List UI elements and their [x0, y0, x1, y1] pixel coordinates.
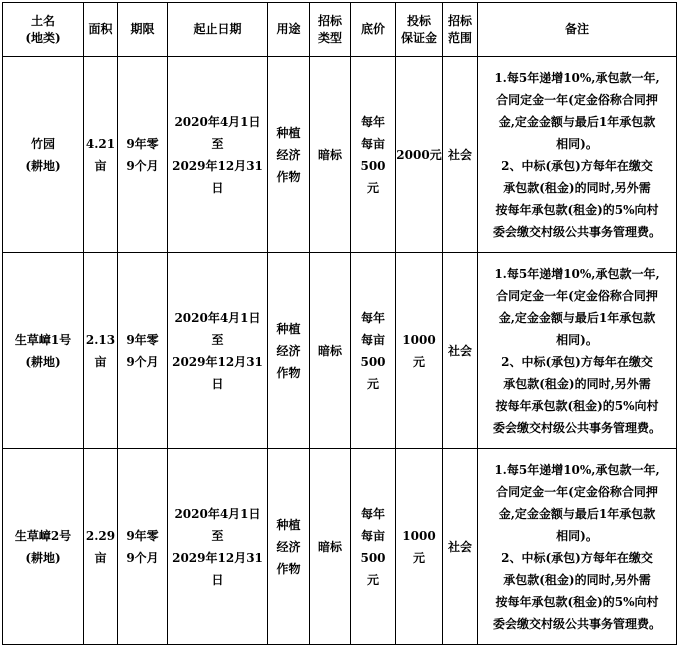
header-deposit: 投标 保证金 — [396, 3, 443, 57]
table-row — [3, 449, 677, 645]
cell-base-price: 每年 每亩 500 元 — [351, 253, 396, 449]
cell-name: 竹园 (耕地) — [3, 57, 84, 253]
cell-dates: 2020年4月1日 至 2029年12月31日 — [168, 57, 268, 253]
cell-term: 9年零 9个月 — [118, 57, 168, 253]
cell-scope: 社会 — [443, 253, 478, 449]
land-tender-table — [2, 2, 677, 645]
cell-area: 2.13 亩 — [84, 253, 118, 449]
header-area: 面积 — [84, 3, 118, 57]
cell-dates: 2020年4月1日 至 2029年12月31日 — [168, 253, 268, 449]
cell-term: 9年零 9个月 — [118, 449, 168, 645]
cell-bid-type: 暗标 — [310, 57, 351, 253]
header-bid-type: 招标 类型 — [310, 3, 351, 57]
cell-use: 种植 经济 作物 — [268, 449, 310, 645]
table-row — [3, 57, 677, 253]
header-remarks: 备注 — [478, 3, 677, 57]
cell-use: 种植 经济 作物 — [268, 57, 310, 253]
cell-deposit: 1000 元 — [396, 253, 443, 449]
cell-remarks: 1.每5年递增10%,承包款一年, 合同定金一年(定金俗称合同押 金,定金金额与最后1年承包款 相同)。 2、中标(承包)方每年在缴交 承包款(租金)的同时,另外需 按每年承包款(租金)的5%向村 委会缴交村级公共事务管理费。 — [478, 449, 677, 645]
cell-name: 生草嶂2号 (耕地) — [3, 449, 84, 645]
header-base-price: 底价 — [351, 3, 396, 57]
cell-name: 生草嶂1号 (耕地) — [3, 253, 84, 449]
cell-remarks: 1.每5年递增10%,承包款一年, 合同定金一年(定金俗称合同押 金,定金金额与最后1年承包款 相同)。 2、中标(承包)方每年在缴交 承包款(租金)的同时,另外需 按每年承包款(租金)的5%向村 委会缴交村级公共事务管理费。 — [478, 57, 677, 253]
cell-remarks: 1.每5年递增10%,承包款一年, 合同定金一年(定金俗称合同押 金,定金金额与最后1年承包款 相同)。 2、中标(承包)方每年在缴交 承包款(租金)的同时,另外需 按每年承包款(租金)的5%向村 委会缴交村级公共事务管理费。 — [478, 253, 677, 449]
header-dates: 起止日期 — [168, 3, 268, 57]
header-use: 用途 — [268, 3, 310, 57]
header-scope: 招标 范围 — [443, 3, 478, 57]
header-name: 土名 (地类) — [3, 3, 84, 57]
cell-area: 4.21 亩 — [84, 57, 118, 253]
cell-deposit: 1000 元 — [396, 449, 443, 645]
cell-bid-type: 暗标 — [310, 253, 351, 449]
cell-use: 种植 经济 作物 — [268, 253, 310, 449]
cell-deposit: 2000元 — [396, 57, 443, 253]
cell-scope: 社会 — [443, 57, 478, 253]
header-term: 期限 — [118, 3, 168, 57]
header-row — [3, 3, 677, 57]
cell-dates: 2020年4月1日 至 2029年12月31日 — [168, 449, 268, 645]
table-row — [3, 253, 677, 449]
cell-scope: 社会 — [443, 449, 478, 645]
cell-base-price: 每年 每亩 500 元 — [351, 449, 396, 645]
cell-bid-type: 暗标 — [310, 449, 351, 645]
cell-term: 9年零 9个月 — [118, 253, 168, 449]
cell-base-price: 每年 每亩 500 元 — [351, 57, 396, 253]
cell-area: 2.29 亩 — [84, 449, 118, 645]
